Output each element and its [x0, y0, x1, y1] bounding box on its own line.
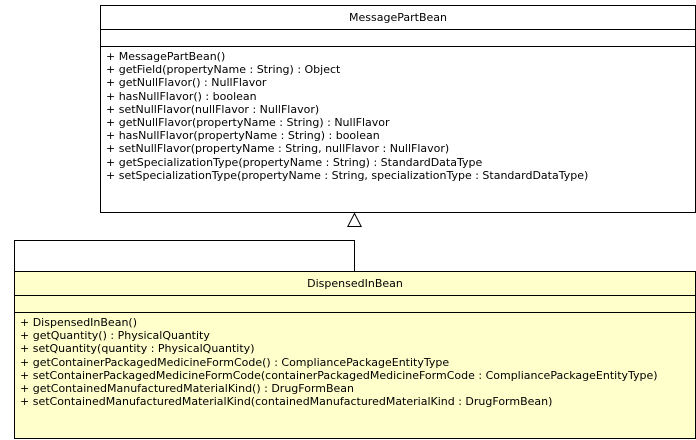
operation-item: + getNullFlavor() : NullFlavor [106, 76, 267, 90]
operation-item: + getContainerPackagedMedicineFormCode() : CompliancePackageEntityType [20, 355, 450, 369]
operations-compartment [101, 47, 695, 186]
uml-class-messagepartbean[interactable] [100, 5, 696, 213]
operation-item: + getQuantity() : PhysicalQuantity [20, 329, 210, 343]
operation-item: + setNullFlavor(nullFlavor : NullFlavor) [106, 102, 320, 116]
class-name-label: MessagePartBean [101, 6, 695, 30]
attributes-compartment [101, 30, 695, 47]
generalization-line-horizontal [14, 240, 355, 241]
operation-item: + MessagePartBean() [106, 50, 226, 63]
operation-item: + getNullFlavor(propertyName : String) : NullFlavor [106, 116, 390, 130]
operation-item: + getContainedManufacturedMaterialKind() : DrugFormBean [20, 382, 355, 396]
generalization-line-vertical-left [14, 240, 15, 272]
operation-item: + hasNullFlavor() : boolean [106, 89, 257, 103]
operation-item: + setContainedManufacturedMaterialKind(containedManufacturedMaterialKind : DrugFormBean) [20, 395, 553, 409]
operation-item: + hasNullFlavor(propertyName : String) : boolean [106, 129, 380, 143]
operation-item: + setContainerPackagedMedicineFormCode(containerPackagedMedicineFormCode : CompliancePackageEntityType) [20, 368, 658, 382]
attributes-compartment [15, 296, 695, 313]
class-name-label: DispensedInBean [15, 272, 695, 296]
operation-item: + setNullFlavor(propertyName : String, nullFlavor : NullFlavor) [106, 142, 450, 156]
operation-item: + DispensedInBean() [20, 316, 137, 329]
operation-item: + setQuantity(quantity : PhysicalQuantity) [20, 342, 255, 356]
operation-item: + getField(propertyName : String) : Object [106, 63, 341, 77]
uml-class-dispensedinbean[interactable] [14, 271, 696, 439]
operations-compartment [15, 313, 695, 412]
generalization-arrow-icon [347, 213, 362, 227]
operation-item: + setSpecializationType(propertyName : String, specializationType : StandardDataType) [106, 168, 589, 182]
generalization-line-vertical-right [354, 240, 355, 271]
operation-item: + getSpecializationType(propertyName : String) : StandardDataType [106, 155, 483, 169]
